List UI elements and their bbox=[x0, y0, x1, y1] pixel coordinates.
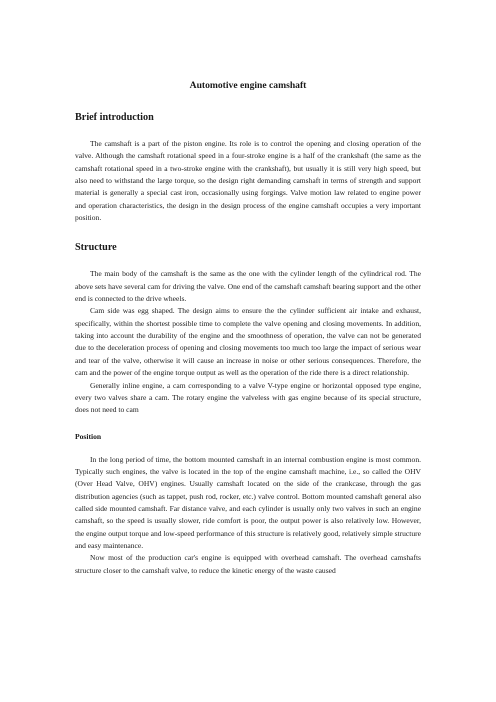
section-heading-structure: Structure bbox=[75, 242, 117, 254]
section-heading-brief-introduction: Brief introduction bbox=[75, 112, 154, 123]
paragraph: In the long period of time, the bottom mounted camshaft in an internal combustion engine is most common. Typically such engines, the valve is located in the top of the engine camshaft machine, i.e., so called the OHV (Over Head Valve, OHV) engines. Usually camshaft located on the side of the crankcase, through the gas distribution agencies (such as tappet, push rod, rocker, etc.) valve control. Bottom mounted camshaft general also called side mounted camshaft. Far distance valve, and each cylinder is usually only two valves in such an engine camshaft, so the speed is usually slower, ride comfort is poor, the output power is also relatively low. However, the engine output torque and low-speed performance of this structure is relatively good, relatively simple structure and easy maintenance. bbox=[75, 454, 421, 550]
document-page bbox=[75, 80, 421, 577]
paragraph: The camshaft is a part of the piston engine. Its role is to control the opening and closing operation of the valve. Although the camshaft rotational speed in a four-stroke engine is a half of the crankshaft (the same as the camshaft rotational speed in a two-stroke engine with the crankshaft), but usually it is still very high speed, but also need to withstand the large torque, so the design right demanding camshaft in terms of strength and support material is generally a special cast iron, occasionally using forgings. Valve motion law related to engine power and operation characteristics, the design in the design process of the engine camshaft occupies a very important position. bbox=[75, 139, 421, 223]
document-title: Automotive engine camshaft bbox=[189, 80, 307, 91]
paragraph: Cam side was egg shaped. The design aims to ensure the the cylinder sufficient air intake and exhaust, specifically, within the shortest possible time to complete the valve opening and closing movements. In addition, taking into account the durability of the engine and the smoothness of operation, the valve can not be generated due to the deceleration process of opening and closing movements too much too large the impact of serious wear and tear of the valve, otherwise it will cause an increase in noise or other serious consequences. Therefore, the cam and the power of the engine torque output as well as the operation of the ride there is a direct relationship. bbox=[75, 306, 421, 378]
paragraph: Now most of the production car's engine is equipped with overhead camshaft. The overhead camshafts structure closer to the camshaft valve, to reduce the kinetic energy of the waste caused bbox=[75, 553, 421, 575]
section-heading-position: Position bbox=[75, 431, 102, 441]
paragraph: The main body of the camshaft is the same as the one with the cylinder length of the cylindrical rod. The above sets have several cam for driving the valve. One end of the camshaft camshaft bearing support and the other end is connected to the drive wheels. bbox=[75, 269, 421, 304]
paragraph: Generally inline engine, a cam corresponding to a valve V-type engine or horizontal opposed type engine, every two valves share a cam. The rotary engine the valveless with gas engine because of its special structure, does not need to cam bbox=[75, 380, 421, 415]
